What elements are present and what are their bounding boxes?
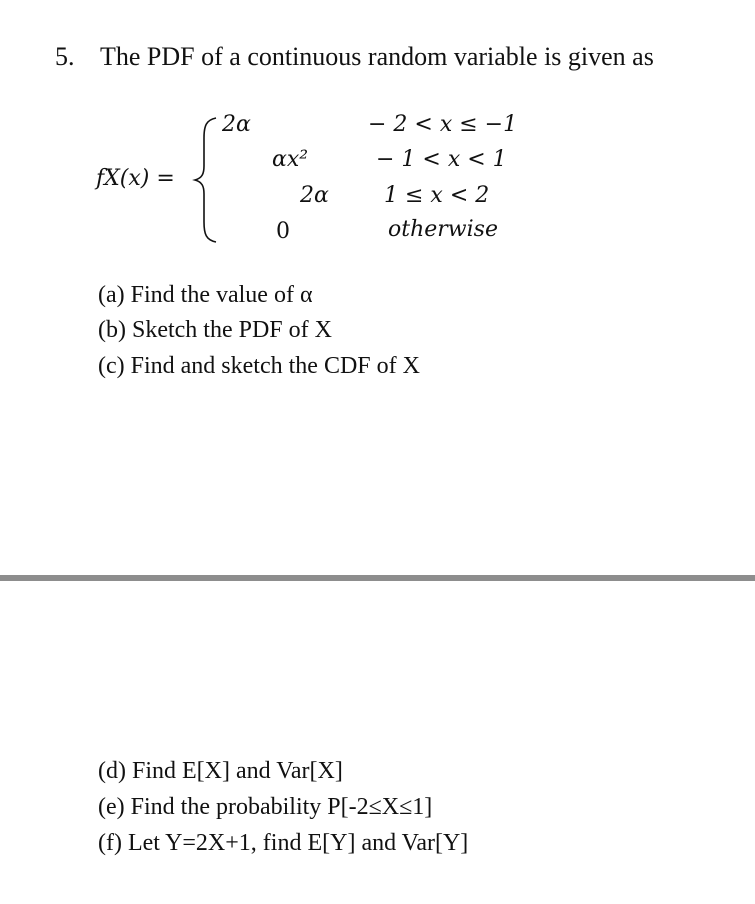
page-separator xyxy=(0,575,755,581)
question-c: (c) Find and sketch the CDF of X xyxy=(98,353,420,379)
case-3-condition: 1 ≤ x < 2 xyxy=(384,183,490,208)
case-4-condition: otherwise xyxy=(388,217,498,242)
case-2-condition: − 1 < x < 1 xyxy=(376,147,507,172)
case-4-expression: 0 xyxy=(276,219,290,244)
case-2-expression: αx² xyxy=(272,147,309,172)
left-brace xyxy=(192,116,220,244)
question-b: (b) Sketch the PDF of X xyxy=(98,317,332,343)
question-e: (e) Find the probability P[-2≤X≤1] xyxy=(98,794,433,820)
case-1-expression: 2α xyxy=(222,112,251,137)
problem-number: 5. xyxy=(55,42,75,71)
pdf-lhs: fX(x) = xyxy=(96,166,175,191)
problem-statement-line xyxy=(55,42,654,72)
question-a: (a) Find the value of α xyxy=(98,282,313,308)
problem-statement: The PDF of a continuous random variable is given as xyxy=(100,42,654,71)
question-f: (f) Let Y=2X+1, find E[Y] and Var[Y] xyxy=(98,830,469,856)
case-3-expression: 2α xyxy=(300,183,329,208)
question-d: (d) Find E[X] and Var[X] xyxy=(98,758,343,784)
case-1-condition: − 2 < x ≤ −1 xyxy=(368,112,518,137)
